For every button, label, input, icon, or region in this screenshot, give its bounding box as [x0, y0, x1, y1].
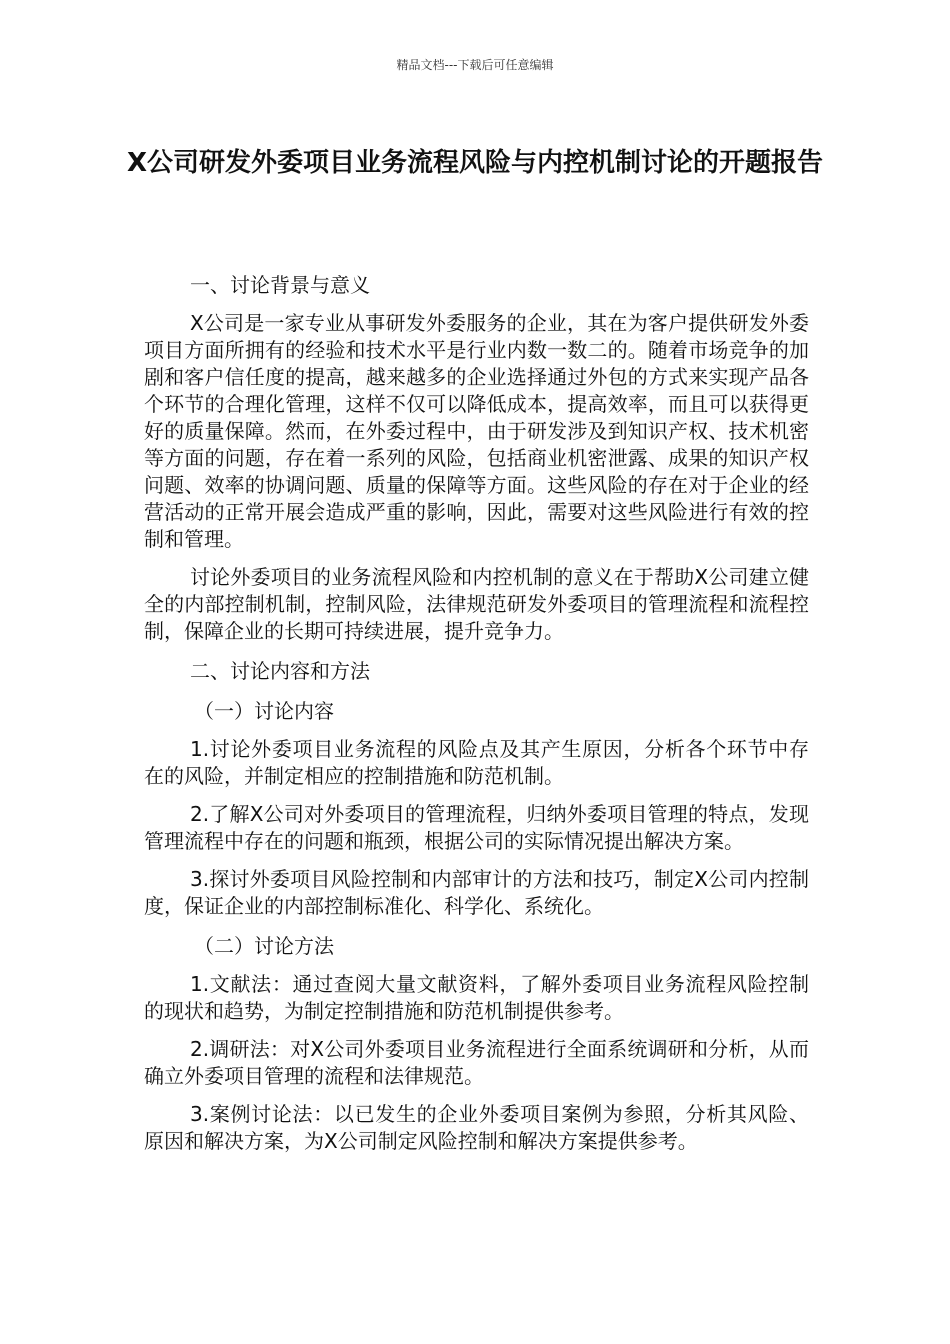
- content-item-1: 1.讨论外委项目业务流程的风险点及其产生原因，分析各个环节中存在的风险，并制定相应的控制措施和防范机制。: [144, 737, 809, 788]
- paragraph-significance: 讨论外委项目的业务流程风险和内控机制的意义在于帮助X公司建立健全的内部控制机制，控制风险，法律规范研发外委项目的管理流程和流程控制，保障企业的长期可持续进展，提升竞争力。: [144, 565, 809, 643]
- method-item-1: 1.文献法：通过查阅大量文献资料，了解外委项目业务流程风险控制的现状和趋势，为制定控制措施和防范机制提供参考。: [144, 972, 809, 1023]
- header-note: 精品文档---下载后可任意编辑: [396, 58, 554, 72]
- method-item-3: 3.案例讨论法：以已发生的企业外委项目案例为参照，分析其风险、原因和解决方案，为X公司制定风险控制和解决方案提供参考。: [144, 1102, 809, 1153]
- section-heading-background: 一、讨论背景与意义: [190, 273, 370, 297]
- content-item-2: 2.了解X公司对外委项目的管理流程，归纳外委项目管理的特点，发现管理流程中存在的问题和瓶颈，根据公司的实际情况提出解决方案。: [144, 802, 809, 853]
- section-heading-content-methods: 二、讨论内容和方法: [190, 659, 370, 683]
- document-title: X公司研发外委项目业务流程风险与内控机制讨论的开题报告: [126, 148, 824, 178]
- method-item-2: 2.调研法：对X公司外委项目业务流程进行全面系统调研和分析，从而确立外委项目管理的流程和法律规范。: [144, 1037, 809, 1088]
- content-item-3: 3.探讨外委项目风险控制和内部审计的方法和技巧，制定X公司内控制度，保证企业的内部控制标准化、科学化、系统化。: [144, 867, 809, 918]
- paragraph-background: X公司是一家专业从事研发外委服务的企业，其在为客户提供研发外委项目方面所拥有的经验和技术水平是行业内数一数二的。随着市场竞争的加剧和客户信任度的提高，越来越多的企业选择通过外包的方式来实现产品各个环节的合理化管理，这样不仅可以降低成本，提高效率，而且可以获得更好的质量保障。然而，在外委过程中，由于研发涉及到知识产权、技术机密等方面的问题，存在着一系列的风险，包括商业机密泄露、成果的知识产权问题、效率的协调问题、质量的保障等方面。这些风险的存在对于企业的经营活动的正常开展会造成严重的影响，因此，需要对这些风险进行有效的控制和管理。: [144, 311, 809, 551]
- subheading-research-methods: （二）讨论方法: [194, 934, 334, 958]
- subheading-research-content: （一）讨论内容: [194, 699, 334, 723]
- document-body: [144, 270, 809, 1166]
